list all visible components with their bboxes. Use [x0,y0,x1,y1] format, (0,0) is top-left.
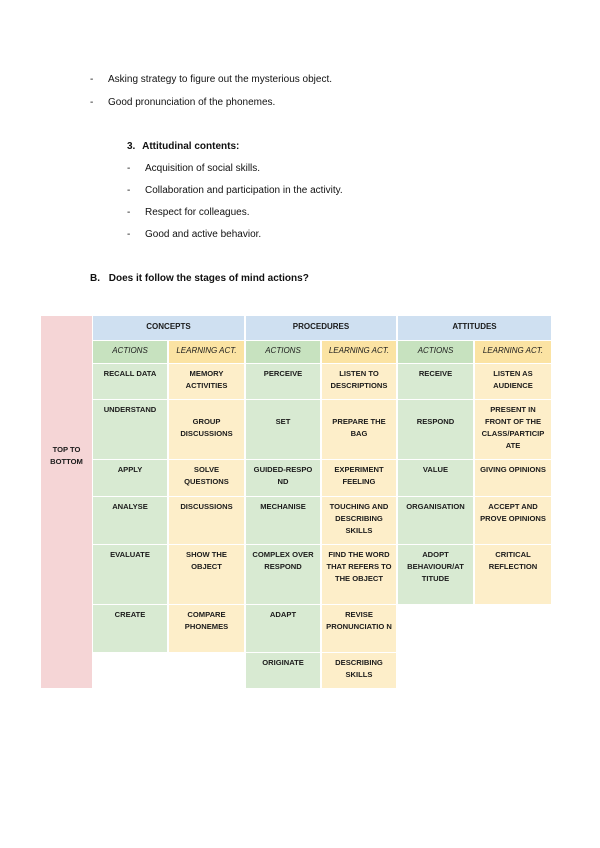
attitude-learning: LISTEN AS AUDIENCE [475,364,551,399]
subheader-learning: LEARNING ACT. [475,341,551,363]
concept-action: APPLY [93,460,167,496]
bullet-dash: - [127,207,131,218]
bullet-text: Acquisition of social skills. [145,163,261,174]
concept-learning: MEMORY ACTIVITIES [169,364,244,399]
bullet-dash: - [90,74,94,85]
concept-action: EVALUATE [93,545,167,604]
attitude-action: VALUE [398,460,473,496]
attitude-learning: GIVING OPINIONS [475,460,551,496]
section-title: Does it follow the stages of mind actions? [108,273,309,284]
side-label-line2: BOTTOM [50,457,83,466]
procedure-learning: DESCRIBING SKILLS [322,653,396,688]
procedure-learning: TOUCHING AND DESCRIBING SKILLS [322,497,396,544]
attitude-action: RECEIVE [398,364,473,399]
concept-action: ANALYSE [93,497,167,544]
bullet-text: Respect for colleagues. [145,207,250,218]
attitude-action: ADOPT BEHAVIOUR/AT TITUDE [398,545,473,604]
concept-learning: DISCUSSIONS [169,497,244,544]
attitude-action: RESPOND [398,400,473,459]
concept-learning: SOLVE QUESTIONS [169,460,244,496]
section-number: 3. [127,141,136,152]
procedure-learning: LISTEN TO DESCRIPTIONS [322,364,396,399]
attitude-learning: PRESENT IN FRONT OF THE CLASS/PARTICIP ATE [475,400,551,459]
procedure-action: ADAPT [246,605,320,652]
side-column [41,316,92,688]
procedure-action: MECHANISE [246,497,320,544]
subheader-learning: LEARNING ACT. [322,341,396,363]
procedure-action: PERCEIVE [246,364,320,399]
procedure-learning: REVISE PRONUNCIATIO N [322,605,396,652]
procedure-action: GUIDED-RESPO ND [246,460,320,496]
procedure-action: SET [246,400,320,459]
subheader-actions: ACTIONS [246,341,320,363]
concept-learning: SHOW THE OBJECT [169,545,244,604]
bullet-text: Good pronunciation of the phonemes. [108,97,276,108]
concept-action: UNDERSTAND [93,400,167,459]
procedure-learning: PREPARE THE BAG [322,400,396,459]
section-b-heading [90,273,309,285]
side-label-line1: TOP TO [52,445,81,454]
bullet-dash: - [127,185,131,196]
attitude-learning: CRITICAL REFLECTION [475,545,551,604]
section-letter: B. [90,273,100,284]
concept-learning: COMPARE PHONEMES [169,605,244,652]
subheader-actions: ACTIONS [398,341,473,363]
subheader-actions: ACTIONS [93,341,167,363]
bullet-text: Good and active behavior. [145,229,262,240]
procedure-action: ORIGINATE [246,653,320,688]
header-attitudes: ATTITUDES [398,316,551,340]
header-concepts: CONCEPTS [93,316,244,340]
attitude-action: ORGANISATION [398,497,473,544]
bullet-dash: - [127,163,131,174]
subheader-learning: LEARNING ACT. [169,341,244,363]
concept-action: CREATE [93,605,167,652]
bullet-text: Collaboration and participation in the activity. [145,185,343,196]
bullet-dash: - [90,97,94,108]
concept-action: RECALL DATA [93,364,167,399]
section-title: Attitudinal contents: [142,141,240,152]
procedure-action: COMPLEX OVER RESPOND [246,545,320,604]
attitude-learning: ACCEPT AND PROVE OPINIONS [475,497,551,544]
bullet-text: Asking strategy to figure out the mysterious object. [108,74,332,85]
bullet-dash: - [127,229,131,240]
header-procedures: PROCEDURES [246,316,396,340]
section-3-heading [127,141,239,153]
procedure-learning: FIND THE WORD THAT REFERS TO THE OBJECT [322,545,396,604]
concept-learning: GROUP DISCUSSIONS [169,400,244,459]
procedure-learning: EXPERIMENT FEELING [322,460,396,496]
